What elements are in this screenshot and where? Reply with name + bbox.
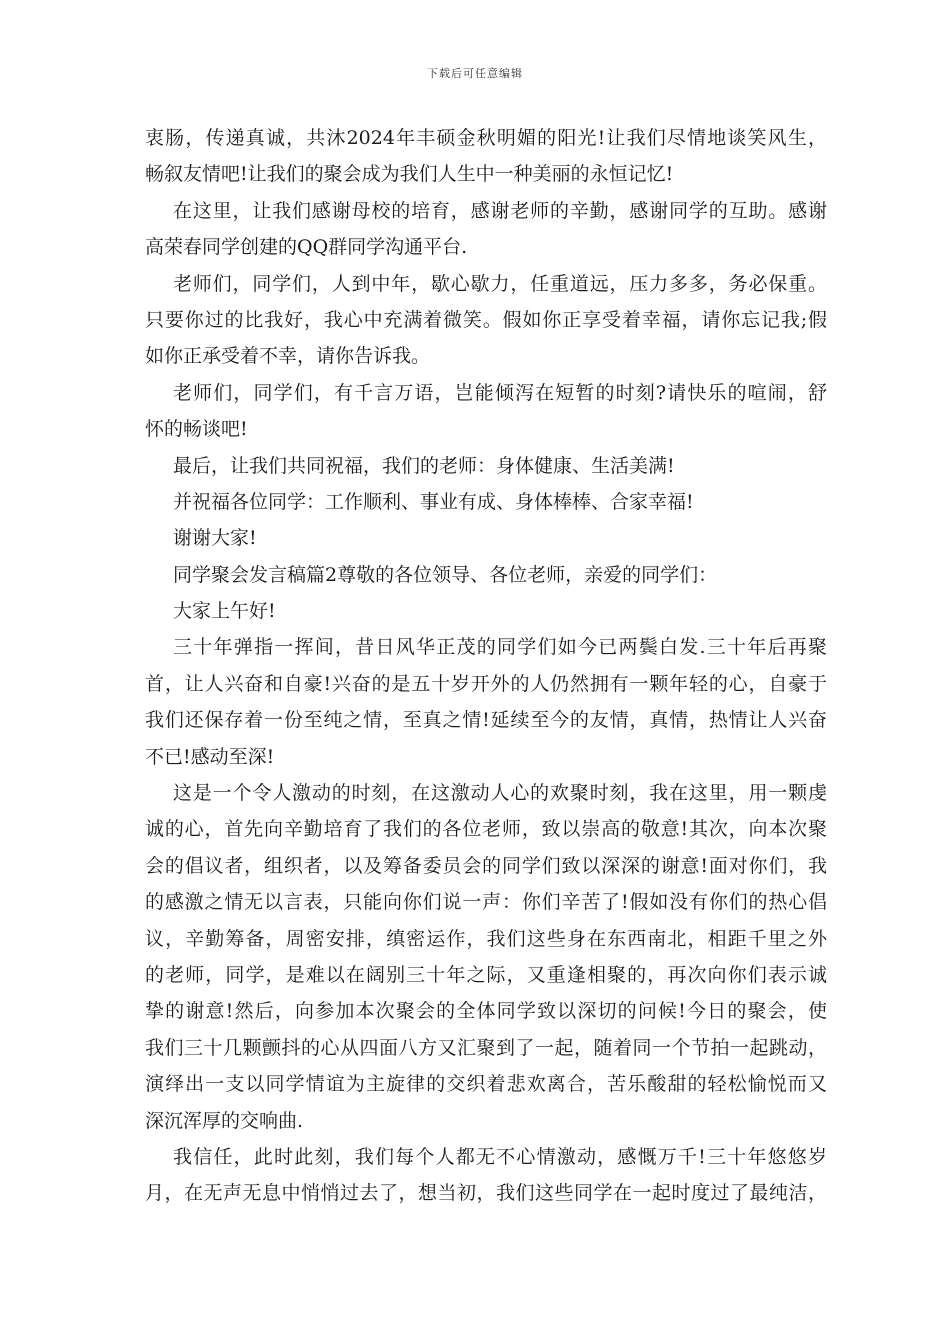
text-line: 大家上午好! [173, 600, 276, 623]
text-line: 三十年弹指一挥间，昔日风华正茂的同学们如今已两鬓白发.三十年后再聚 [173, 636, 827, 659]
text-line: 衷肠，传递真诚，共沐2024年丰硕金秋明媚的阳光!让我们尽情地谈笑风生， [145, 127, 827, 149]
text-line: 我们三十几颗颤抖的心从四面八方又汇聚到了一起，随着同一个节拍一起跳动， [145, 1036, 827, 1059]
text-line: 我信任，此时此刻，我们每个人都无不心情激动，感慨万千!三十年悠悠岁 [173, 1145, 827, 1168]
text-line: 议，辛勤筹备，周密安排，缜密运作，我们这些身在东西南北，相距千里之外 [145, 927, 827, 950]
page-header: 下载后可任意编辑 [427, 67, 523, 80]
text-line: 不已!感动至深! [145, 745, 275, 768]
text-line: 老师们，同学们，人到中年，歇心歇力，任重道远，压力多多，务必保重。 [173, 272, 827, 295]
text-line: 只要你过的比我好，我心中充满着微笑。假如你正享受着幸福，请你忘记我;假 [145, 308, 827, 331]
text-line: 如你正承受着不幸，请你告诉我。 [145, 345, 431, 368]
text-line: 会的倡议者，组织者，以及筹备委员会的同学们致以深深的谢意!面对你们，我 [145, 854, 827, 877]
text-line: 老师们，同学们，有千言万语，岂能倾泻在短暂的时刻?请快乐的喧闹，舒 [173, 381, 827, 404]
text-line: 首，让人兴奋和自豪!兴奋的是五十岁开外的人仍然拥有一颗年轻的心，自豪于 [145, 672, 827, 695]
text-line: 高荣春同学创建的QQ群同学沟通平台. [145, 236, 468, 259]
text-line: 的感激之情无以言表，只能向你们说一声：你们辛苦了!假如没有你们的热心倡 [145, 891, 827, 914]
text-line: 畅叙友情吧!让我们的聚会成为我们人生中一种美丽的永恒记忆! [145, 163, 674, 186]
text-line: 在这里，让我们感谢母校的培育，感谢老师的辛勤，感谢同学的互助。感谢 [173, 199, 827, 222]
text-line: 的老师，同学，是难以在阔别三十年之际，又重逢相聚的，再次向你们表示诚 [145, 963, 827, 986]
text-line: 演绎出一支以同学情谊为主旋律的交织着悲欢离合，苦乐酸甜的轻松愉悦而又 [145, 1073, 827, 1096]
text-line: 深沉浑厚的交响曲. [145, 1109, 304, 1132]
text-line: 这是一个令人激动的时刻，在这激动人心的欢聚时刻，我在这里，用一颗虔 [173, 782, 827, 805]
document-body [145, 120, 827, 1212]
text-line: 最后，让我们共同祝福，我们的老师：身体健康、生活美满! [173, 454, 675, 477]
text-line: 我们还保存着一份至纯之情，至真之情!延续至今的友情，真情，热情让人兴奋 [145, 709, 827, 732]
text-line: 挚的谢意!然后，向参加本次聚会的全体同学致以深切的问候!今日的聚会，使 [145, 1000, 827, 1023]
text-line: 并祝福各位同学：工作顺利、事业有成、身体棒棒、合家幸福! [173, 490, 694, 513]
text-line: 谢谢大家! [173, 527, 257, 550]
text-line: 诚的心，首先向辛勤培育了我们的各位老师，致以崇高的敬意!其次，向本次聚 [145, 818, 827, 841]
text-line: 同学聚会发言稿篇2尊敬的各位领导、各位老师，亲爱的同学们： [173, 563, 718, 586]
text-line: 月，在无声无息中悄悄过去了，想当初，我们这些同学在一起时度过了最纯洁， [145, 1182, 827, 1205]
text-line: 怀的畅谈吧! [145, 418, 248, 441]
